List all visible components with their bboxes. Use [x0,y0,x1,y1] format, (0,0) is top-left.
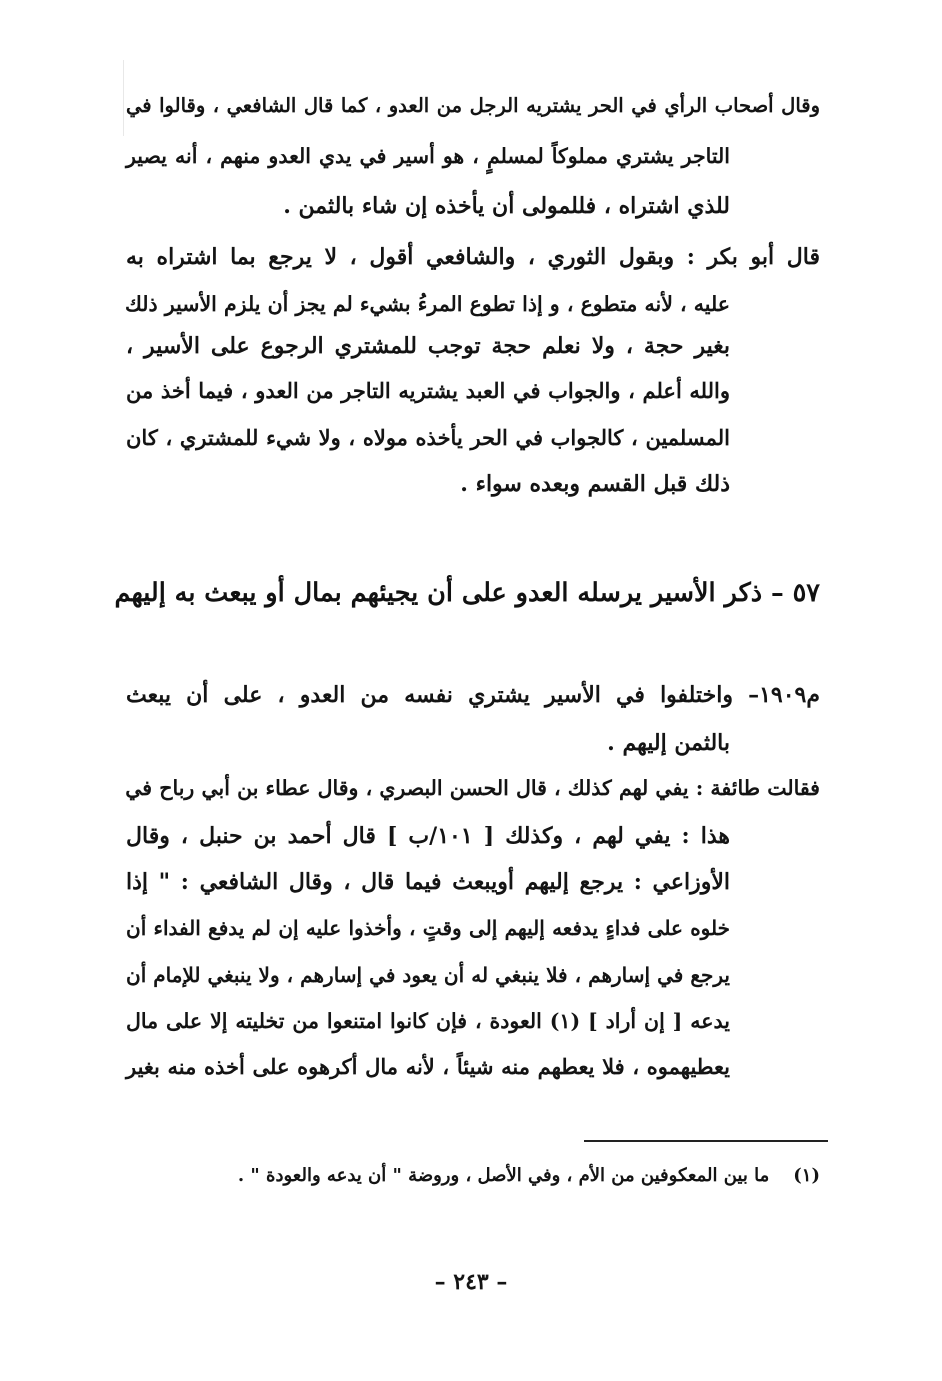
text-line: المسلمين ، كالجواب في الحر يأخذه مولاه ، ولا شيء للمشتري ، كان [126,425,730,450]
text-line: هذا : يفي لهم ، وكذلك [ ١٠١/ب ] قال أحمد بن حنبل ، وقال [126,823,730,849]
footnote-separator [584,1140,828,1142]
text-line: يعطيهموه ، فلا يعطهم منه شيئاً ، لأنه مال أكرهوه على أخذه منه بغير [126,1054,730,1079]
text-line: ذلك قبل القسم وبعده سواء . [460,471,730,497]
text-line: عليه ، لأنه متطوع ، و إذا تطوع المرءُ بشيء لم يجز أن يلزم الأسير ذلك [124,292,730,316]
text-line: خلوه على فداءٍ يدفعه إليهم إلى وقتٍ ، وأخذوا عليه إن لم يدفع الفداء أن [126,916,730,940]
text-line: التاجر يشتري مملوكاً لمسلمٍ ، هو أسير في يدي العدو منهم ، أنه يصير [126,144,730,168]
text-line: يرجع في إسارهم ، فلا ينبغي له أن يعود في إسارهم ، ولا ينبغي للإمام أن [126,963,730,987]
footnote [120,1160,820,1192]
text-line: بالثمن إليهم . [607,730,730,756]
text-line: للذي اشتراه ، فللمولى أن يأخذه إن شاء بالثمن . [283,193,730,219]
text-line: فقالت طائفة : يفي لهم كذلك ، قال الحسن البصري ، وقال عطاء بن أبي رباح في [125,776,820,800]
scan-margin-mark [123,60,124,136]
text-line: وقال أصحاب الرأي في الحر يشتريه الرجل من العدو ، كما قال الشافعي ، وقالوا في [126,94,820,117]
text-line: قال أبو بكر : وبقول الثوري ، والشافعي أقول ، لا يرجع بما اشتراه به [126,244,820,270]
text-line: يدعه [ إن أراد ] (١) العودة ، فإن كانوا امتنعوا من تخليته إلا على مال [126,1009,730,1033]
footnote-text: ما بين المعكوفين من الأم ، وفي الأصل ، وروضة " أن يدعه والعودة " . [237,1165,770,1186]
section-heading: ٥٧ – ذكر الأسير يرسله العدو على أن يجيئهم بمال أو يبعث به إليهم [114,578,820,608]
text-line: م١٩٠٩– واختلفوا في الأسير يشتري نفسه من العدو ، على أن يبعث [126,682,820,708]
footnote-number: (١) [793,1165,820,1186]
text-line: والله أعلم ، والجواب في العبد يشتريه التاجر من العدو ، فيما أخذ من [126,378,730,403]
page-number: – ٢٤٣ – [434,1269,508,1295]
text-line: بغير حجة ، ولا نعلم حجة توجب للمشتري الرجوع على الأسير ، [126,333,730,359]
text-line: الأوزاعي : يرجع إليهم أويبعث فيما قال ، وقال الشافعي : " إذا [126,869,730,895]
